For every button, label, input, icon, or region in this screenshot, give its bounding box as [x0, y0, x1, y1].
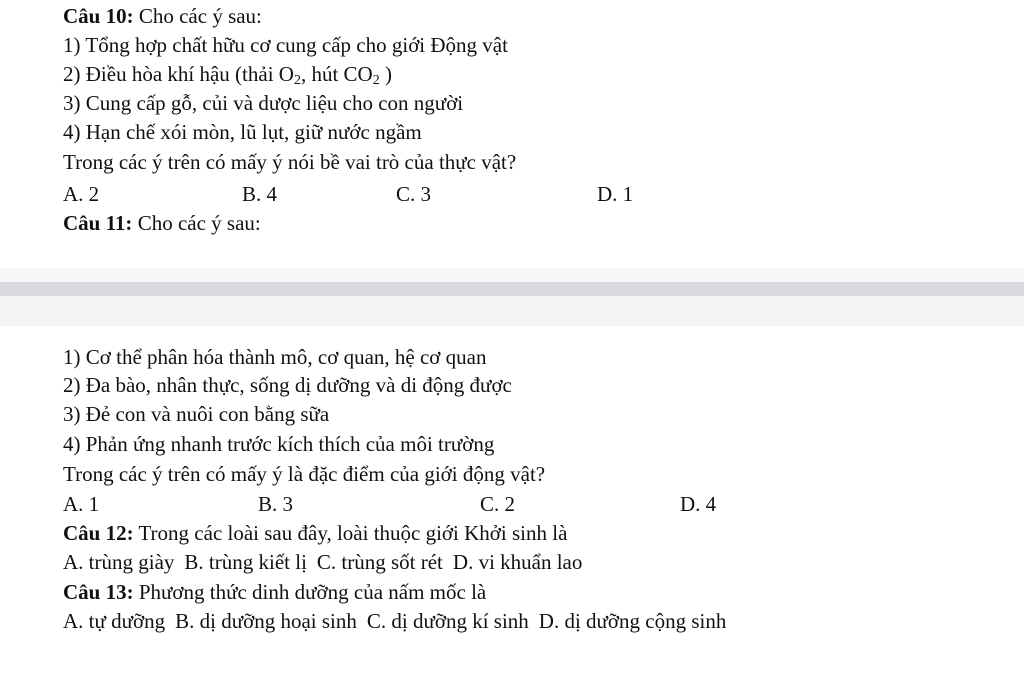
q12-option-b[interactable]: B. trùng kiết lị	[184, 550, 307, 574]
q12-options	[63, 550, 582, 574]
q11-question: Trong các ý trên có mấy ý là đặc điểm của giới động vật?	[63, 462, 546, 486]
q11-option-b[interactable]: B. 3	[258, 492, 294, 516]
q13-label: Câu 13:	[63, 580, 134, 604]
q11-item-3: 3) Đẻ con và nuôi con bằng sữa	[63, 402, 330, 426]
q11-option-d[interactable]: D. 4	[680, 492, 717, 516]
q13-option-c[interactable]: C. dị dưỡng kí sinh	[366, 609, 529, 633]
q11-option-a[interactable]: A. 1	[63, 492, 100, 516]
q10-item-2-part-b: , hút CO	[300, 62, 373, 86]
q10-item-1: 1) Tổng hợp chất hữu cơ cung cấp cho giới Động vật	[63, 33, 508, 57]
q11-label: Câu 11:	[63, 211, 133, 235]
q10-item-2-part-a: 2) Điều hòa khí hậu (thải O	[63, 62, 294, 86]
q12-option-a[interactable]: A. trùng giày	[63, 550, 175, 574]
q12-label: Câu 12:	[63, 521, 134, 545]
q11-item-4: 4) Phản ứng nhanh trước kích thích của môi trường	[63, 432, 495, 456]
q10-label: Câu 10:	[63, 4, 134, 28]
q11-option-c[interactable]: C. 2	[480, 492, 516, 516]
q10-item-2-part-c: )	[379, 62, 392, 86]
q11-item-1: 1) Cơ thể phân hóa thành mô, cơ quan, hệ cơ quan	[63, 345, 487, 369]
q10-option-d[interactable]: D. 1	[597, 182, 634, 206]
q10-question: Trong các ý trên có mấy ý nói bề vai trò của thực vật?	[63, 150, 517, 174]
q11-item-2: 2) Đa bào, nhân thực, sống dị dưỡng và di động được	[63, 373, 512, 397]
q13-options	[63, 609, 726, 633]
q11-stem: Cho các ý sau:	[132, 211, 261, 235]
o2-subscript: 2	[293, 73, 301, 88]
q13-option-a[interactable]: A. tự dưỡng	[63, 609, 166, 633]
q12-option-c[interactable]: C. trùng sốt rét	[316, 550, 443, 574]
q10-option-c[interactable]: C. 3	[396, 182, 432, 206]
q13-heading	[63, 580, 486, 604]
q10-item-2	[63, 62, 392, 86]
q12-heading	[63, 521, 567, 545]
q10-item-4: 4) Hạn chế xói mòn, lũ lụt, giữ nước ngầm	[63, 120, 422, 144]
q10-stem: Cho các ý sau:	[133, 4, 262, 28]
co2-subscript: 2	[372, 73, 380, 88]
q10-option-b[interactable]: B. 4	[242, 182, 278, 206]
q10-item-3: 3) Cung cấp gỗ, củi và dược liệu cho con người	[63, 91, 464, 115]
q12-stem: Trong các loài sau đây, loài thuộc giới Khởi sinh là	[133, 521, 568, 545]
q10-heading	[63, 4, 262, 28]
q13-option-b[interactable]: B. dị dưỡng hoại sinh	[175, 609, 357, 633]
q12-option-d[interactable]: D. vi khuẩn lao	[452, 550, 583, 574]
q13-option-d[interactable]: D. dị dưỡng cộng sinh	[538, 609, 727, 633]
page-gap-top	[0, 268, 1024, 282]
q11-heading	[63, 211, 261, 235]
page-separator-band	[0, 282, 1024, 296]
q10-option-a[interactable]: A. 2	[63, 182, 100, 206]
page-gap-bottom	[0, 296, 1024, 326]
q13-stem: Phương thức dinh dưỡng của nấm mốc là	[133, 580, 487, 604]
